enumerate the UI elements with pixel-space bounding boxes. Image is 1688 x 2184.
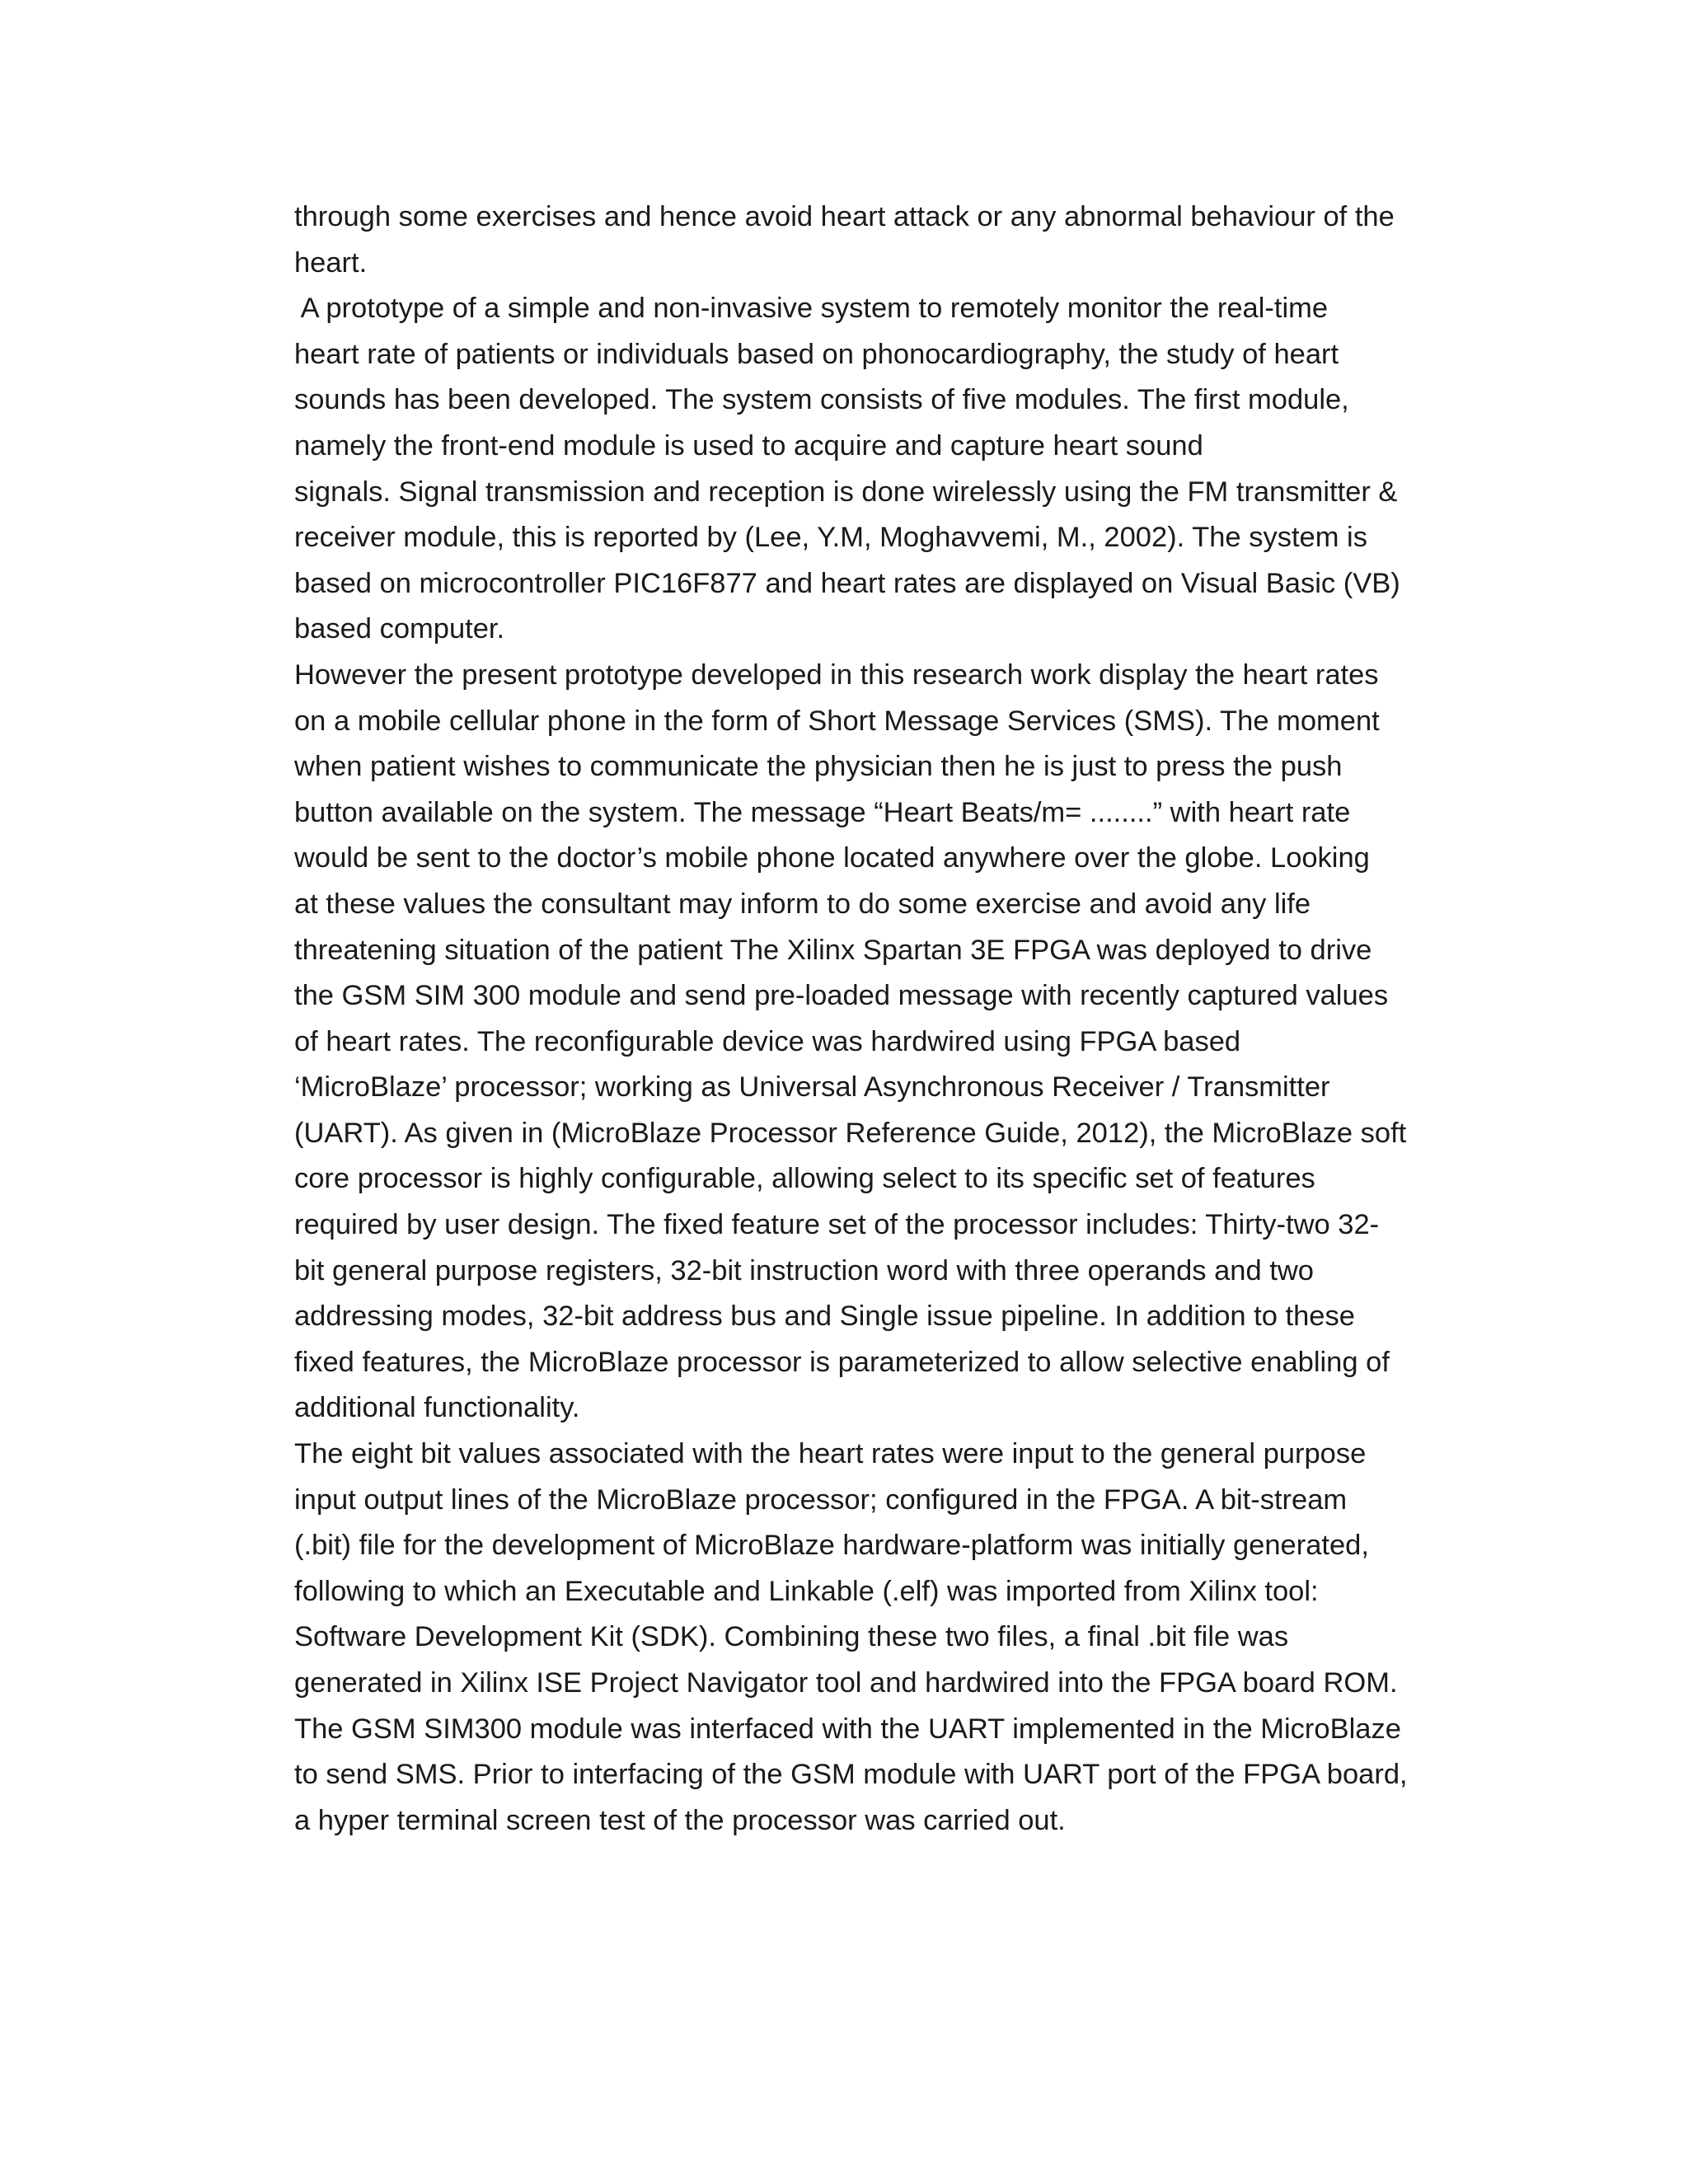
text-line: heart rate of patients or individuals based on phonocardiography, the study of heart — [294, 338, 1339, 370]
text-line: generated in Xilinx ISE Project Navigator tool and hardwired into the FPGA board ROM. — [294, 1667, 1398, 1699]
text-line: namely the front-end module is used to acquire and capture heart sound — [294, 429, 1203, 462]
text-line: input output lines of the MicroBlaze processor; configured in the FPGA. A bit-stream — [294, 1483, 1348, 1516]
text-line: However the present prototype developed in this research work display the heart rates — [294, 658, 1379, 691]
text-line: fixed features, the MicroBlaze processor is parameterized to allow selective enabling of — [294, 1346, 1390, 1378]
text-line: on a mobile cellular phone in the form of Short Message Services (SMS). The moment — [294, 705, 1380, 737]
text-line: bit general purpose registers, 32-bit instruction word with three operands and two — [294, 1254, 1314, 1286]
text-line: sounds has been developed. The system consists of five modules. The first module, — [294, 384, 1349, 416]
text-line: button available on the system. The message “Heart Beats/m= ........” with heart rate — [294, 796, 1351, 828]
text-line: threatening situation of the patient The Xilinx Spartan 3E FPGA was deployed to drive — [294, 934, 1372, 966]
text-line: a hyper terminal screen test of the processor was carried out. — [294, 1804, 1066, 1836]
text-line: heart. — [294, 246, 368, 279]
text-line: Software Development Kit (SDK). Combining these two files, a final .bit file was — [294, 1621, 1289, 1653]
text-line: to send SMS. Prior to interfacing of the GSM module with UART port of the FPGA board, — [294, 1759, 1408, 1791]
text-line: receiver module, this is reported by (Lee, Y.M, Moghavvemi, M., 2002). The system is — [294, 522, 1367, 554]
text-line: through some exercises and hence avoid heart attack or any abnormal behaviour of the — [294, 201, 1395, 232]
text-line: The GSM SIM300 module was interfaced with the UART implemented in the MicroBlaze — [294, 1713, 1401, 1745]
text-line: additional functionality. — [294, 1392, 580, 1424]
text-line: A prototype of a simple and non-invasive system to remotely monitor the real-time — [294, 293, 1329, 325]
text-line: when patient wishes to communicate the physician then he is just to press the push — [294, 751, 1343, 783]
text-line: ‘MicroBlaze’ processor; working as Universal Asynchronous Receiver / Transmitter — [294, 1071, 1330, 1104]
text-line: would be sent to the doctor’s mobile phone located anywhere over the globe. Looking — [294, 842, 1370, 874]
text-line: of heart rates. The reconfigurable device was hardwired using FPGA based — [294, 1025, 1241, 1057]
text-line: The eight bit values associated with the heart rates were input to the general purpose — [294, 1438, 1367, 1470]
text-line: the GSM SIM 300 module and send pre-loaded message with recently captured values — [294, 980, 1389, 1012]
text-line: addressing modes, 32-bit address bus and Single issue pipeline. In addition to these — [294, 1301, 1355, 1333]
text-line: signals. Signal transmission and reception is done wirelessly using the FM transmitter & — [294, 476, 1398, 508]
body-text — [294, 194, 1465, 1844]
text-line: at these values the consultant may inform to do some exercise and avoid any life — [294, 888, 1311, 920]
text-line: based on microcontroller PIC16F877 and heart rates are displayed on Visual Basic (VB) — [294, 567, 1400, 599]
text-line: following to which an Executable and Linkable (.elf) was imported from Xilinx tool: — [294, 1575, 1319, 1607]
text-line: core processor is highly configurable, allowing select to its specific set of features — [294, 1163, 1315, 1195]
text-line: (UART). As given in (MicroBlaze Processor Reference Guide, 2012), the MicroBlaze soft — [294, 1117, 1407, 1149]
text-line: (.bit) file for the development of MicroBlaze hardware-platform was initially generated, — [294, 1530, 1369, 1562]
text-line: based computer. — [294, 613, 505, 645]
text-line: required by user design. The fixed feature set of the processor includes: Thirty-two 32- — [294, 1209, 1380, 1241]
